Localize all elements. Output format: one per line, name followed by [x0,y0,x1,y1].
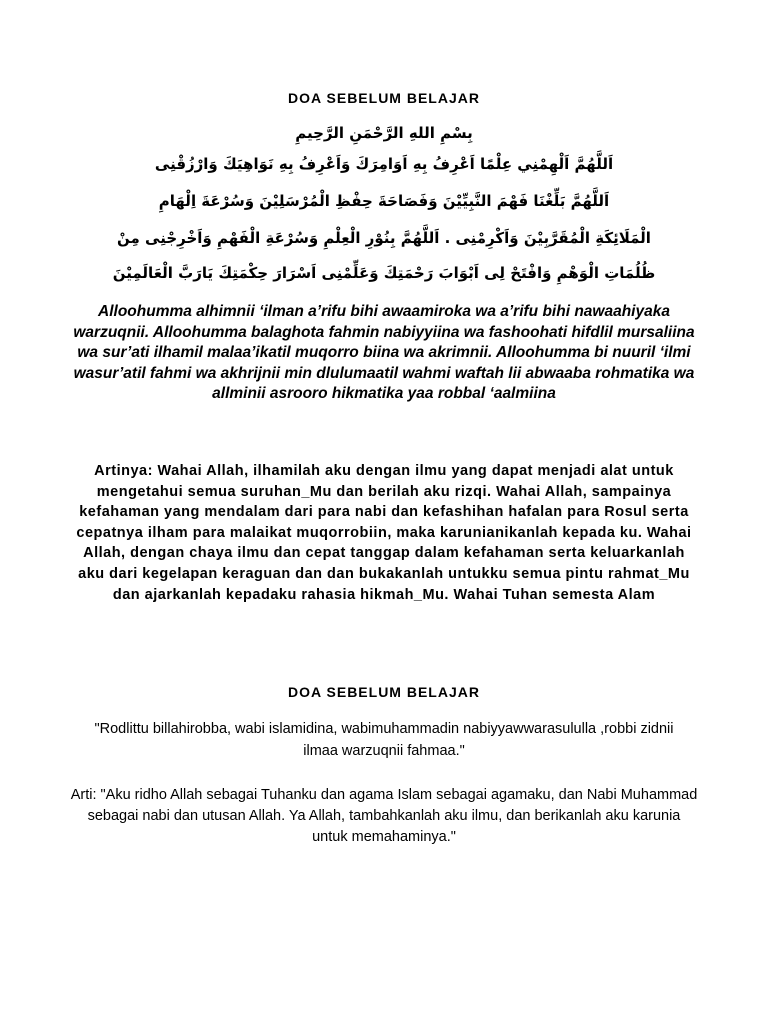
arabic-line-4: الْمَلَائِكَةِ الْمُقَرَّبِيْنَ وَاَكْرِمْنِى . اَللَّهُمَّ بِنُوْرِ الْعِلْمِ وَسُرْعَةِ الْفَهْمِ وَاَخْرِجْنِى مِنْ [117,229,651,247]
doa-title-second: DOA SEBELUM BELAJAR [288,684,480,700]
arabic-line-2: اَللَّهُمَّ اَلْهِمْنِي عِلْمًا اَعْرِفُ بِهِ اَوَامِرَكَ وَاَعْرِفُ بِهِ نَوَاهِيَكَ وَارْزُقْنِى [154,155,614,173]
arabic-line-3: اَللَّهُمَّ بَلِّغْنَا فَهْمَ النَّبِيِّيْنَ وَفَصَاحَةَ حِفْظِ الْمُرْسَلِيْنَ وَسُرْعَةَ اِلْهَامِ [158,192,610,210]
arabic-line-basmalah: بِسْمِ اللهِ الرَّحْمَنِ الرَّحِيمِ [295,124,473,142]
arabic-line-5: ظُلُمَاتِ الْوَهْمِ وَافْتَحْ لِى اَبْوَابَ رَحْمَتِكَ وَعَلِّمْنِى اَسْرَارَ حِكْمَتِكَ يَارَبَّ الْعَالَمِيْنَ [112,264,656,282]
translation-paragraph: Artinya: Wahai Allah, ilhamilah aku dengan ilmu yang dapat menjadi alat untuk mengetahui semua suruhan_Mu dan berilah aku rizqi. Wahai Allah, sampainya kefahaman yang mendalam dari para nabi dan kefashihan hafalan para Rosul serta cepatnya ilham para malaikat muqorrobiin, maka karunianikanlah kepada ku. Wahai Allah, dengan chaya ilmu dan cepat tanggap dalam kefahaman serta keluarkanlah aku dari kegelapan keraguan dan dan bukakanlah untukku semua pintu rahmat_Mu dan ajarkanlah kepadaku rahasia hikmah_Mu. Wahai Tuhan semesta Alam [76,463,692,603]
doa-title: DOA SEBELUM BELAJAR [288,90,480,106]
meaning-paragraph: Arti: "Aku ridho Allah sebagai Tuhanku dan agama Islam sebagai agamaku, dan Nabi Muhammad sebagai nabi dan utusan Allah. Ya Allah, tambahkanlah aku ilmu, dan berikanlah aku karunia untuk memahaminya." [70,787,698,845]
prayer-quote: "Rodlittu billahirobba, wabi islamidina, wabimuhammadin nabiyyawwarasululla ,robbi zidnii ilmaa warzuqnii fahmaa." [94,721,674,759]
transliteration-paragraph: Alloohumma alhimnii ‘ilman a’rifu bihi awaamiroka wa a’rifu bihi nawaahiyaka warzuqnii. Alloohumma balaghota fahmin nabiyyiina wa fashoohati hifdlil mursaliina wa sur’ati ilhamil malaa’ikatil muqorro biina wa akrimnii. Alloohumma bi nuuril ‘ilmi wasur’atil fahmi wa akhrijnii min dlulumaatil wahmi waftah lii abwaaba rohmatika wa allminii asrooro hikmatika yaa robbal ‘aalmiina [73,303,695,402]
